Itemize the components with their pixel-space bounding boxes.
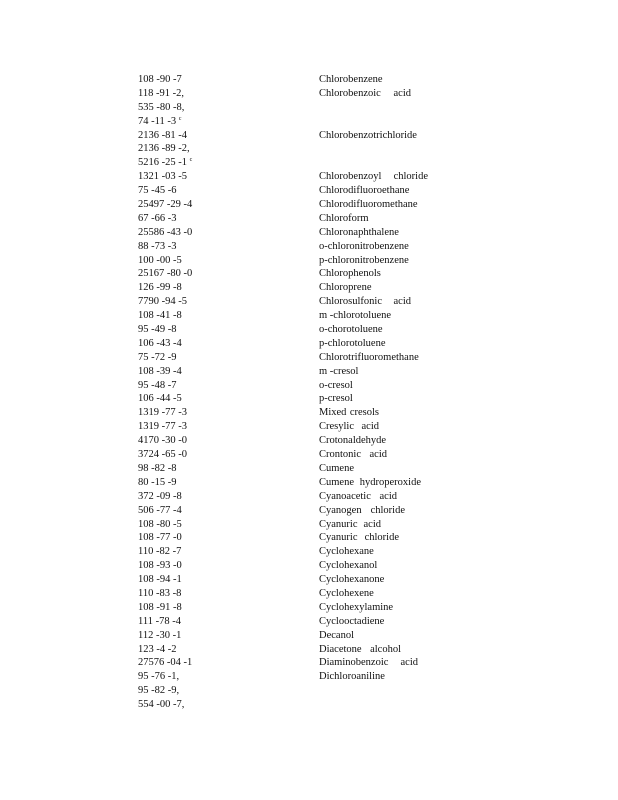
table-row — [138, 323, 459, 337]
chemical-name: Chlorobenzotrichloride — [319, 129, 417, 141]
cas-number — [138, 226, 319, 240]
chemical-name: Cyclooctadiene — [319, 615, 385, 627]
cas-number-text: 108 -90 -7 — [138, 74, 182, 85]
table-row — [138, 379, 459, 393]
chemical-name — [319, 295, 411, 309]
cas-number-text: 88 -73 -3 — [138, 240, 177, 252]
name-word: cresols — [349, 407, 379, 419]
table-row — [138, 545, 459, 559]
chemical-name — [319, 448, 387, 462]
table-row — [138, 698, 459, 712]
cas-number — [138, 670, 319, 684]
cas-number — [138, 115, 319, 129]
name-word: acid — [369, 449, 387, 461]
cas-number-text: 5216 -25 -1 — [138, 157, 187, 169]
table-row — [138, 490, 459, 504]
cas-number-text: 108 -77 -0 — [138, 532, 182, 544]
table-row — [138, 87, 459, 101]
cas-number-text: 25497 -29 -4 — [138, 199, 193, 211]
cas-number-text: 106 -44 -5 — [138, 393, 182, 405]
cas-number-text: 95 -76 -1, — [138, 671, 180, 683]
name-word: Crontonic — [319, 449, 361, 461]
table-row — [138, 643, 459, 657]
cas-number-text: 108 -41 -8 — [138, 310, 182, 322]
cas-number — [138, 73, 319, 87]
cas-number-text: 95 -82 -9, — [138, 685, 180, 697]
chemical-name: Chlorodifluoroethane — [319, 185, 410, 197]
cas-number — [138, 129, 319, 143]
name-word: acid — [363, 518, 381, 530]
cas-number — [138, 629, 319, 643]
chemical-name — [319, 156, 459, 170]
cas-number — [138, 587, 319, 601]
name-word: Cyanogen — [319, 504, 362, 516]
chemical-list-table — [138, 73, 459, 712]
cas-number-text: 106 -43 -4 — [138, 337, 182, 349]
cas-number — [138, 434, 319, 448]
table-row — [138, 295, 459, 309]
chemical-name: o-cresol — [319, 379, 353, 391]
cas-number — [138, 656, 319, 670]
table-row — [138, 615, 459, 629]
name-word: acid — [393, 87, 411, 99]
cas-number-text: 25167 -80 -0 — [138, 268, 193, 280]
cas-number — [138, 531, 319, 545]
table-row — [138, 476, 459, 490]
table-row — [138, 240, 459, 254]
chemical-name — [319, 490, 397, 504]
table-row — [138, 601, 459, 615]
chemical-name — [319, 101, 459, 115]
table-row — [138, 115, 459, 129]
chemical-name — [319, 170, 428, 184]
chemical-name — [319, 531, 399, 545]
cas-number — [138, 490, 319, 504]
chemical-name — [319, 87, 411, 101]
table-row — [138, 212, 459, 226]
name-word: Chlorobenzoyl — [319, 171, 382, 183]
name-word: Cresylic — [319, 421, 354, 433]
chemical-name: Cumene — [319, 462, 354, 474]
cas-number — [138, 101, 319, 115]
cas-number-text: 2136 -89 -2, — [138, 143, 190, 155]
table-row — [138, 309, 459, 323]
table-row — [138, 684, 459, 698]
cas-number — [138, 212, 319, 226]
table-row — [138, 531, 459, 545]
chemical-name — [319, 476, 421, 490]
chemical-name: m -cresol — [319, 365, 359, 377]
chemical-name: Chloronaphthalene — [319, 226, 399, 238]
cas-number-text: 67 -66 -3 — [138, 212, 177, 224]
cas-number — [138, 281, 319, 295]
cas-number-text: 554 -00 -7, — [138, 699, 185, 711]
table-row — [138, 365, 459, 379]
cas-number-text: 126 -99 -8 — [138, 282, 182, 294]
cas-number — [138, 337, 319, 351]
table-row — [138, 406, 459, 420]
cas-number — [138, 698, 319, 712]
footnote-marker: c — [178, 115, 182, 122]
cas-number-text: 123 -4 -2 — [138, 643, 177, 655]
table-row — [138, 254, 459, 268]
chemical-name — [319, 656, 418, 670]
chemical-name: Cyclohexane — [319, 546, 374, 558]
chemical-name — [319, 643, 401, 657]
cas-number — [138, 392, 319, 406]
cas-number-text: 74 -11 -3 — [138, 115, 177, 127]
cas-number-text: 110 -82 -7 — [138, 546, 182, 558]
cas-number-text: 535 -80 -8, — [138, 101, 185, 113]
name-word: Chlorosulfonic — [319, 296, 382, 308]
table-row — [138, 226, 459, 240]
chemical-name: Cyclohexanone — [319, 574, 385, 586]
table-row — [138, 462, 459, 476]
chemical-name: p-cresol — [319, 393, 353, 405]
table-row — [138, 170, 459, 184]
footnote-marker: c — [189, 157, 193, 164]
name-word: acid — [400, 657, 418, 669]
table-row — [138, 101, 459, 115]
cas-number-text: 108 -39 -4 — [138, 365, 182, 377]
cas-number — [138, 559, 319, 573]
cas-number — [138, 351, 319, 365]
table-row — [138, 656, 459, 670]
cas-number-text: 1321 -03 -5 — [138, 171, 187, 183]
table-row — [138, 587, 459, 601]
cas-number — [138, 518, 319, 532]
cas-number-text: 75 -72 -9 — [138, 351, 177, 363]
table-row — [138, 198, 459, 212]
chemical-name — [319, 115, 459, 129]
cas-number — [138, 573, 319, 587]
chemical-name — [319, 420, 379, 434]
name-word: hydroperoxide — [359, 476, 421, 488]
cas-number-text: 111 -78 -4 — [138, 615, 181, 627]
chemical-name: Chloroform — [319, 212, 369, 224]
name-word: Cyanuric — [319, 518, 358, 530]
cas-number — [138, 504, 319, 518]
chemical-name: p-chloronitrobenzene — [319, 254, 409, 266]
cas-number — [138, 156, 319, 170]
name-word: acid — [379, 490, 397, 502]
table-row — [138, 518, 459, 532]
chemical-name — [319, 504, 405, 518]
cas-number — [138, 365, 319, 379]
table-row — [138, 420, 459, 434]
cas-number-text: 108 -94 -1 — [138, 574, 182, 586]
name-word: Diaminobenzoic — [319, 657, 389, 669]
chemical-name: Chlorophenols — [319, 268, 381, 280]
cas-number — [138, 406, 319, 420]
name-word: acid — [393, 296, 411, 308]
cas-number — [138, 295, 319, 309]
chemical-name — [319, 142, 459, 156]
cas-number-text: 108 -91 -8 — [138, 601, 182, 613]
cas-number-text: 3724 -65 -0 — [138, 449, 187, 461]
table-row — [138, 184, 459, 198]
name-word: Cumene — [319, 476, 354, 488]
table-row — [138, 670, 459, 684]
cas-number — [138, 462, 319, 476]
chemical-name: Dichloroaniline — [319, 671, 385, 683]
name-word: Mixed — [319, 407, 347, 419]
table-row — [138, 504, 459, 518]
chemical-name — [319, 406, 379, 420]
table-row — [138, 267, 459, 281]
name-word: Chlorobenzoic — [319, 87, 381, 99]
cas-number — [138, 267, 319, 281]
name-word: chloride — [364, 532, 399, 544]
table-row — [138, 351, 459, 365]
chemical-name: Crotonaldehyde — [319, 435, 387, 447]
name-word: alcohol — [370, 643, 401, 655]
chemical-name: Cyclohexanol — [319, 560, 378, 572]
name-word: Diacetone — [319, 643, 362, 655]
name-word: chloride — [393, 171, 428, 183]
cas-number-text: 27576 -04 -1 — [138, 657, 193, 669]
table-row — [138, 281, 459, 295]
cas-number-text: 112 -30 -1 — [138, 629, 182, 641]
cas-number-text: 2136 -81 -4 — [138, 129, 187, 141]
cas-number-text: 100 -00 -5 — [138, 254, 182, 266]
cas-number — [138, 170, 319, 184]
name-word: acid — [361, 421, 379, 433]
cas-number — [138, 254, 319, 268]
chemical-name — [319, 684, 459, 698]
table-row — [138, 73, 459, 87]
cas-number — [138, 142, 319, 156]
table-row — [138, 337, 459, 351]
cas-number-text: 95 -48 -7 — [138, 379, 177, 391]
cas-number — [138, 615, 319, 629]
cas-number-text: 108 -93 -0 — [138, 560, 182, 572]
cas-number — [138, 545, 319, 559]
chemical-name: o-chorotoluene — [319, 324, 383, 336]
cas-number — [138, 198, 319, 212]
cas-number-text: 110 -83 -8 — [138, 587, 182, 599]
cas-number-text: 95 -49 -8 — [138, 324, 177, 336]
cas-number-text: 80 -15 -9 — [138, 476, 177, 488]
name-word: Cyanoacetic — [319, 490, 371, 502]
cas-number-text: 4170 -30 -0 — [138, 435, 187, 447]
cas-number — [138, 240, 319, 254]
cas-number-text: 1319 -77 -3 — [138, 407, 187, 419]
table-row — [138, 573, 459, 587]
cas-number-text: 506 -77 -4 — [138, 504, 182, 516]
table-row — [138, 156, 459, 170]
cas-number-text: 75 -45 -6 — [138, 185, 177, 197]
chemical-name: o-chloronitrobenzene — [319, 240, 409, 252]
cas-number-text: 1319 -77 -3 — [138, 421, 187, 433]
name-word: Cyanuric — [319, 532, 358, 544]
table-row — [138, 559, 459, 573]
cas-number-text: 25586 -43 -0 — [138, 226, 193, 238]
cas-number — [138, 87, 319, 101]
chemical-name: Chlorobenzene — [319, 74, 383, 85]
table-row — [138, 392, 459, 406]
chemical-name: m -chlorotoluene — [319, 310, 392, 322]
cas-number — [138, 448, 319, 462]
table-row — [138, 129, 459, 143]
cas-number — [138, 309, 319, 323]
cas-number-text: 108 -80 -5 — [138, 518, 182, 530]
cas-number — [138, 379, 319, 393]
chemical-name — [319, 698, 459, 712]
cas-number — [138, 476, 319, 490]
cas-number — [138, 643, 319, 657]
table-row — [138, 434, 459, 448]
chemical-name: Cyclohexylamine — [319, 601, 394, 613]
chemical-name: Chlorotrifluoromethane — [319, 351, 419, 363]
chemical-name: Chloroprene — [319, 282, 372, 294]
chemical-name: Chlorodifluoromethane — [319, 199, 418, 211]
table-row — [138, 448, 459, 462]
cas-number — [138, 184, 319, 198]
cas-number — [138, 420, 319, 434]
cas-number-text: 118 -91 -2, — [138, 87, 184, 99]
cas-number — [138, 601, 319, 615]
chemical-name: Decanol — [319, 629, 354, 641]
chemical-name: p-chlorotoluene — [319, 337, 386, 349]
cas-number-text: 7790 -94 -5 — [138, 296, 187, 308]
cas-number-text: 98 -82 -8 — [138, 462, 177, 474]
chemical-name — [319, 518, 381, 532]
table-row — [138, 629, 459, 643]
cas-number — [138, 684, 319, 698]
chemical-name: Cyclohexene — [319, 587, 374, 599]
cas-number — [138, 323, 319, 337]
cas-number-text: 372 -09 -8 — [138, 490, 182, 502]
table-row — [138, 142, 459, 156]
name-word: chloride — [370, 504, 405, 516]
